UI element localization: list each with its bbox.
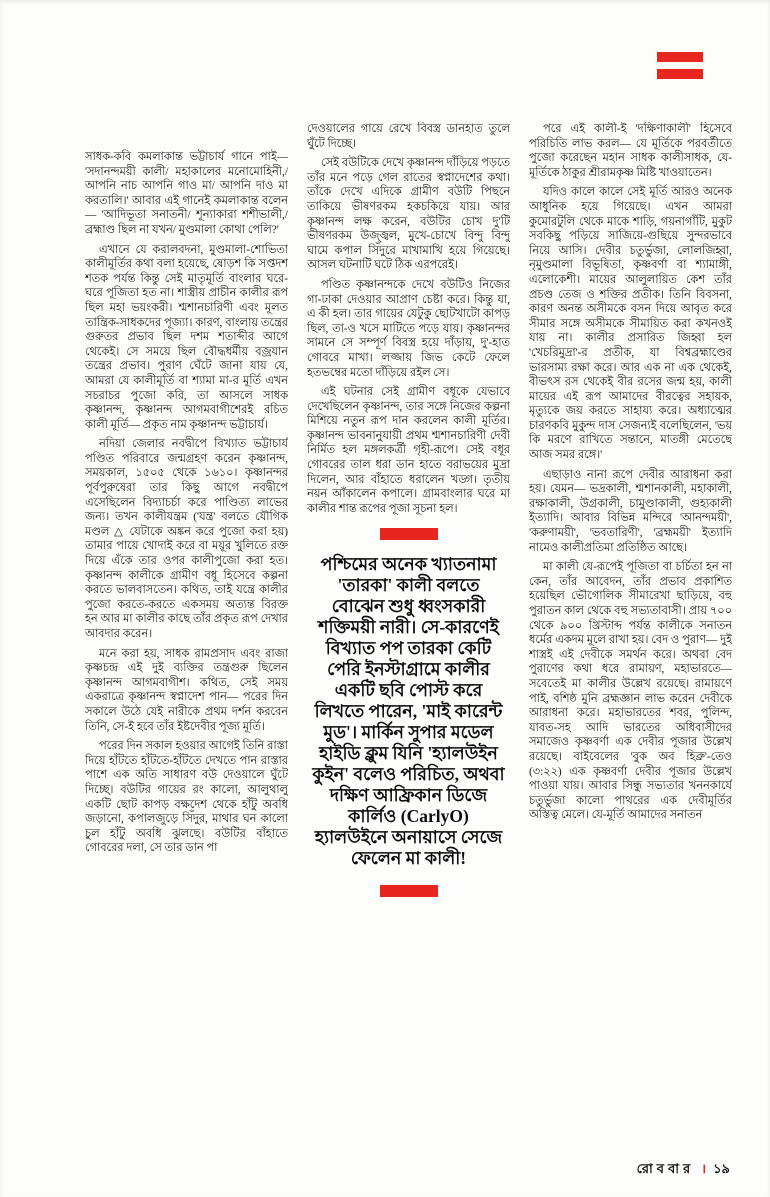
body-paragraph: সেই বউটিকে দেখে কৃষ্ণানন্দ দাঁড়িয়ে পড়তে তাঁর মনে পড়ে গেল রাতের স্বপ্নাদেশের কথা। তাঁকে দেখে এদিকে গ্রামীণ বউটি পিছনে তাকিয়ে ভীষণরকম হকচকিয়ে যায়। আর কৃষ্ণানন্দ লক্ষ করেন, বউটির চোখ দু'টি ভীষণরকম উজ্জ্বল, মুখে-চোখে বিন্দু বিন্দু ঘামে কপাল সিঁদুরে মাখামাখি হয়ে গিয়েছে। আসল ঘটনাটি ঘটে ঠিক এরপরেই।: [307, 157, 510, 272]
body-paragraph: এই ঘটনার সেই গ্রামীণ বধূকে যেভাবে দেখেছিলেন কৃষ্ণানন্দ, তার সঙ্গে নিজের কল্পনা মিশিয়ে নতুন রূপ দান করলেন কালী মূর্তির। কৃষ্ণানন্দ ভাবনানুযায়ী প্রথম শ্মশানচারিণী দেবী নির্মিত হল মঙ্গলকর্ত্রী গৃহী-রূপে। সেই বধূর গোবরের তাল ধরা ডান হাতে বরাভয়ের মুদ্রা দিলেন, আর বাঁহাতে ধরালেন খড্গ। তৃতীয় নয়ন আঁকালেন কপালে। গ্রামবাংলার ঘরে মা কালীর শান্ত রূপের পূজা সূচনা হল।: [307, 386, 510, 515]
body-paragraph: পরে এই কালী-ই 'দক্ষিণাকালী' হিসেবে পরিচিতি লাভ করল— যে মূর্তিকে পরবর্তীতে পুজো করেছেন মহান সাধক কালীসাধক, যে-মূর্তিকে ঠাকুর শ্রীরামকৃষ্ণ মিষ্টি খাওয়াতেন।: [529, 123, 732, 179]
body-paragraph: পণ্ডিত কৃষ্ণানন্দকে দেখে বউটিও নিজের গা-ঢাকা দেওয়ার আপ্রাণ চেষ্টা করে। কিন্তু যা, এ কী হল। তার গায়ের যেটুকু ছোটখাটো কাপড় ছিল, তা-ও খসে মাটিতে পড়ে যায়। কৃষ্ণানন্দর সামনে সে সম্পূর্ণ বিবস্ত্র হয়ে দাঁড়ায়, দু'-হাত গোবরে মাখা। লজ্জায় জিভ কেটে ফেলে হতভম্বের মতো দাঁড়িয়ে রইল সে।: [307, 278, 510, 379]
pull-quote-block: [307, 528, 510, 897]
body-paragraph: মনে করা হয়, সাধক রামপ্রসাদ এবং রাজা কৃষ্ণচন্দ্র এই দুই ব্যক্তির তন্ত্রগুরু ছিলেন কৃষ্ণানন্দ আগমবাগীশ। কথিত, সেই সময় একরাত্রে কৃষ্ণানন্দ স্বপ্নাদেশ পান— পরের দিন সকালে উঠে যেই নারীকে প্রথম দর্শন করবেন তিনি, সে-ই হবে তাঁর ইষ্টদেবীর পূজ্য মূর্তি।: [85, 647, 288, 733]
red-accent-bar: [380, 885, 438, 897]
body-paragraph: সাধক-কবি কমলাকান্ত ভট্টাচার্য গানে পাই— 'সদানন্দময়ী কালী/ মহাকালের মনোমোহিনী,/ আপনি নাচ আপনি গাও মা/ আপনি দাও মা করতালি।' আবার এই গানেই কমলাকান্ত বলেন— 'আদিভূতা সনাতনী/ শূন্যাকারা শশীভালী,/ ব্রহ্মাণ্ড ছিল না যখন/ মুণ্ডমালা কোথা পেলি?': [85, 151, 288, 236]
column-2: [307, 122, 510, 1146]
body-paragraph: এছাড়াও নানা রূপে দেবীর আরাধনা করা হয়। যেমন— ভদ্রকালী, শ্মশানকালী, মহাকালী, রক্ষাকালী, উগ্রকালী, চামুণ্ডাকালী, গুহ্যকালী ইত্যাদি। আবার বিভিন্ন মন্দিরে 'আনন্দময়ী', 'করুণাময়ী', 'ভবতারিণী', 'ব্রহ্মময়ী' ইত্যাদি নামেও কালীপ্রতিমা প্রতিষ্ঠিত আছে।: [529, 468, 732, 554]
article-body: [85, 122, 733, 1146]
pull-quote-text: পশ্চিমের অনেক খ্যাতনামা 'তারকা' কালী বলতে বোঝেন শুধু ধ্বংসকারী শক্তিময়ী নারী। সে-কারণেই বিখ্যাত পপ তারকা কেটি পেরি ইনস্টাগ্রামে কালীর একটি ছবি পোস্ট করে লিখতে পারেন, 'মাই কারেন্ট মুড'। মার্কিন সুপার মডেল হাইডি ক্লুম যিনি 'হ্যালউইন কুইন' বলেও পরিচিত, অথবা দক্ষিণ আফ্রিকান ডিজে কার্লিও (CarlyO) হ্যালউইনে অনায়াসে সেজে ফেলেন মা কালী!: [312, 554, 505, 869]
column-1: [85, 122, 288, 1146]
column-3: [529, 122, 732, 1146]
magazine-name: রোববার: [636, 1161, 695, 1176]
page-footer: [637, 1159, 730, 1181]
body-paragraph: দেওয়ালের গায়ে রেখে বিবস্ত্র ডানহাত তুলে ঘুঁটে দিচ্ছে।: [307, 123, 510, 150]
red-accent-bar: [380, 528, 438, 540]
page-number: ১৯: [713, 1161, 730, 1176]
red-accent-bar: [657, 69, 703, 79]
body-paragraph: নদিয়া জেলার নবদ্বীপে বিখ্যাত ভট্টাচার্য পণ্ডিত পরিবারে জন্মগ্রহণ করেন কৃষ্ণানন্দ, সময়কাল, ১৫০৫ থেকে ১৬১০। কৃষ্ণানন্দর পূর্বপুরুষেরা তার কিছু আগে নবদ্বীপে এসেছিলেন বিদ্যাচর্চা করে পাণ্ডিত্য লাভের জন্য। তখন কালীযন্ত্রম ('যন্ত্র' বলতে যৌগিক মণ্ডল △ যেটাকে অঙ্কন করে পুজো করা হয়) তামার পায়ে খোদাই করে বা ময়ূর খুলিতে রক্ত দিয়ে এঁকে তার ওপর কালীপুজো করা হত। কৃষ্ণানন্দ কালীকে গ্রামীণ বধূ হিসেবে কল্পনা করতে ভালবাসতেন। কথিত, তাই যন্ত্রে কালীর পুজো করতে-করতে একসময় অত্যন্ত বিরক্ত হন আর মা কালীর কাছে তাঁর প্রকৃত রূপ দেখার আবদার করেন।: [85, 438, 288, 640]
footer-divider: ।: [701, 1161, 707, 1176]
body-paragraph: মা কালী যে-রূপেই পূজিতা বা চর্চিতা হন না কেন, তাঁর আবেদন, তাঁর প্রভাব প্রকাশিত হয়েছিল ভৌগোলিক সীমারেখা ছাড়িয়ে, বহু পুরাতন কাল থেকে বহু সভ্যতাবাসী। প্রায় ৭০০ থেকে ৯০০ খ্রিস্টাব্দ পর্যন্ত কালীকে সনাতন ধর্মের একদম মূলে রাখা হয়। বেদ ও পুরাণ— দুই শাস্ত্রই এই দেবীকে সমর্থন করে। অথবা বেদ পুরাণের কথা ধরে রামায়ণ, মহাভারতে— সবেতেই মা কালীর উল্লেখ রয়েছে। রামায়ণে পাই, বশিষ্ঠ মুনি ব্রহ্মজ্ঞান লাভ করেন দেবীকে আরাধনা করে। মহাভারতের শবর, পুলিন্দ, যাবত-সহ আদি ভারতের অধিবাসীদের সমাজেও কৃষ্ণবর্ণা এক দেবীর পূজার উল্লেখ রয়েছে। বাইবেলের 'বুক অব হিব্রু'-তেও (৩:২২) এক কৃষ্ণবর্ণা দেবীর পূজার উল্লেখ পাওয়া যায়। আবার সিন্ধু সভ্যতার খননকার্যে চতুর্ভুজা কালো পাথরের এক দেবীমূর্তির অস্তিত্ব মেলে। যে-মূর্তি আমাদের সনাতন: [529, 561, 732, 822]
red-accent-bar: [657, 52, 703, 62]
body-paragraph: পরের দিন সকাল হওয়ার আগেই তিনি রাস্তা দিয়ে হাঁটতে হাঁটতে-হাঁটতে দেখতে পান রাস্তার পাশে এক অতি সাধারণ বউ দেওয়ালে ঘুঁটে দিচ্ছে। বউটির গায়ের রং কালো, আলুথালু একটি ছোট কাপড় বক্ষদেশ থেকে হাঁটু অবধি জড়ানো, কপালজুড়ে সিঁদুর, মাথার ঘন কালো চুল হাঁটু অবধি ঝুলছে। বউটির বাঁহাতে গোবরের দলা, সে তার ডান পা: [85, 740, 288, 855]
top-red-marks: [657, 52, 703, 86]
body-paragraph: এখানে যে করালবদনা, মুণ্ডমালা-শোভিতা কালীমূর্তির কথা বলা হয়েছে, ষোড়শ কি সপ্তদশ শতক পর্যন্ত কিন্তু সেই মাতৃমূর্তি বাংলার ঘরে-ঘরে পূজিতা হত না। শাস্ত্রীয় প্রাচীন কালীর রূপ ছিল মহা ভয়ংকরী। শ্মশানচারিণী এবং মূলত তান্ত্রিক-সাধকদের পূজ্যা। কারণ, বাংলায় তন্ত্রের গুরুতর প্রভাব ছিল দশম শতাব্দীর আগে থেকেই। সে সময়ে ছিল বৌদ্ধধর্মীয় বজ্রযান তন্ত্রের প্রভাব। পুরাণ ঘেঁটে জানা যায় যে, আমরা যে কালীমূর্তি বা শ্যামা মা-র মূর্তি এখন সচরাচর পুজো করি, তা আসলে সাধক কৃষ্ণানন্দ, কৃষ্ণানন্দ আগমবাগীশেরই রচিত কালী মূর্তি— প্রকৃত নাম কৃষ্ণানন্দ ভট্টাচার্য।: [85, 243, 288, 431]
body-paragraph: যদিও কালে কালে সেই মূর্তি আরও অনেক আধুনিক হয়ে গিয়েছে। এখন আমরা কুমোরটুলি থেকে মাকে শাড়ি, গয়নাগাঁটি, মুকুট সবকিছু পড়িয়ে সাজিয়ে-গুছিয়ে সুন্দরভাবে নিয়ে আসি। দেবীর চতুর্ভুজা, লোলজিহ্বা, নৃমুণ্ডমালা বিভূষিতা, কৃষ্ণবর্ণা বা শ্যামাঙ্গী, এলোকেশী। মায়ের আলুলায়িত কেশ তাঁর প্রচণ্ড তেজ ও শক্তির প্রতীক। তিনি বিবসনা, কারণ অনন্ত অসীমকে বসন দিয়ে আবৃত করে সীমার সঙ্গে অসীমকে সীমায়িত করা কখনওই যায় না। কালীর প্রসারিত জিহ্বা হল 'খেচরিমুদ্রা'-র প্রতীক, যা বিশ্বব্রহ্মাণ্ডের ভারসাম্য রক্ষা করে। আর এক না এক থেকেই, বীভৎস রস থেকেই বীর রসের জন্ম হয়, কালী মায়ের এই রূপ আমাদের বীরত্বের সহায়ক, মৃত্যুকে জয় করতে সাহায্য করে। অধ্যাত্মের চারণকবি মুকুন্দ দাস সেজন্যই বলেছিলেন, 'ভয় কি মরণে রাখিতে সন্তানে, মাতঙ্গী মেতেছে আজ সমর রঙ্গে।': [529, 186, 732, 462]
